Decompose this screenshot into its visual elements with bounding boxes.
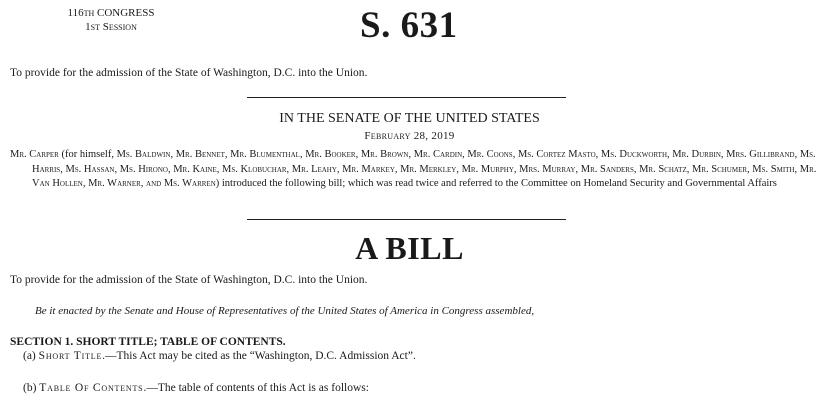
congress-session-block (56, 6, 166, 34)
subsection-b-label: (b) (23, 382, 37, 394)
session-line: 1st Session (85, 21, 137, 33)
subsection-a-title: Short Title (38, 350, 103, 362)
chamber-heading: IN THE SENATE OF THE UNITED STATES (279, 111, 540, 126)
bill-number: S. 631 (360, 5, 458, 46)
subsection-b-title: Table Of Contents (39, 382, 144, 394)
enacting-clause: Be it enacted by the Senate and House of Representatives of the United States of America in Congress assembled, (35, 305, 535, 317)
subsection-a-text: .—This Act may be cited as the “Washington, D.C. Admission Act”. (102, 350, 416, 362)
divider-top (247, 97, 566, 98)
bill-purpose-top: To provide for the admission of the State of Washington, D.C. into the Union. (10, 67, 368, 79)
bill-heading: A BILL (355, 230, 464, 266)
bill-purpose: To provide for the admission of the State of Washington, D.C. into the Union. (10, 274, 368, 286)
congress-word: CONGRESS (97, 7, 155, 19)
sponsors-suffix: ) introduced the following bill; which was read twice and referred to the Committee on Homeland Security and Governmental Affairs (215, 178, 777, 189)
subsection-a (23, 350, 416, 362)
subsection-a-label: (a) (23, 350, 36, 362)
section-heading: SECTION 1. SHORT TITLE; TABLE OF CONTENTS. (10, 336, 286, 348)
sponsors-paragraph (10, 148, 819, 192)
subsection-b-text: .—The table of contents of this Act is as follows: (143, 382, 369, 394)
congress-line (56, 6, 166, 20)
subsection-b (23, 382, 369, 394)
congress-number: 116th (67, 7, 95, 19)
divider-bottom (247, 219, 566, 220)
cosponsors-list: Ms. Baldwin, Mr. Bennet, Mr. Blumenthal, Mr. Booker, Mr. Brown, Mr. Cardin, Mr. Coons, Ms. Cortez Masto, Ms. Duckworth, Mr. Durbin, Mrs. Gillibrand, Ms. Harris, Ms. Hassan, Ms. Hirono, Mr. Kaine, Ms. Klobuchar, Mr. Leahy, Mr. Markey, Mr. Merkley, Mr. Murphy, Mrs. Murray, Mr. Sanders, Mr. Schatz, Mr. Schumer, Ms. Smith, Mr. Van Hollen, Mr. Warner, and Ms. Warren (32, 149, 817, 189)
lead-sponsor: Mr. Carper (10, 149, 59, 160)
cosponsors-prefix: (for himself, (61, 149, 114, 160)
bill-date: February 28, 2019 (364, 130, 455, 142)
